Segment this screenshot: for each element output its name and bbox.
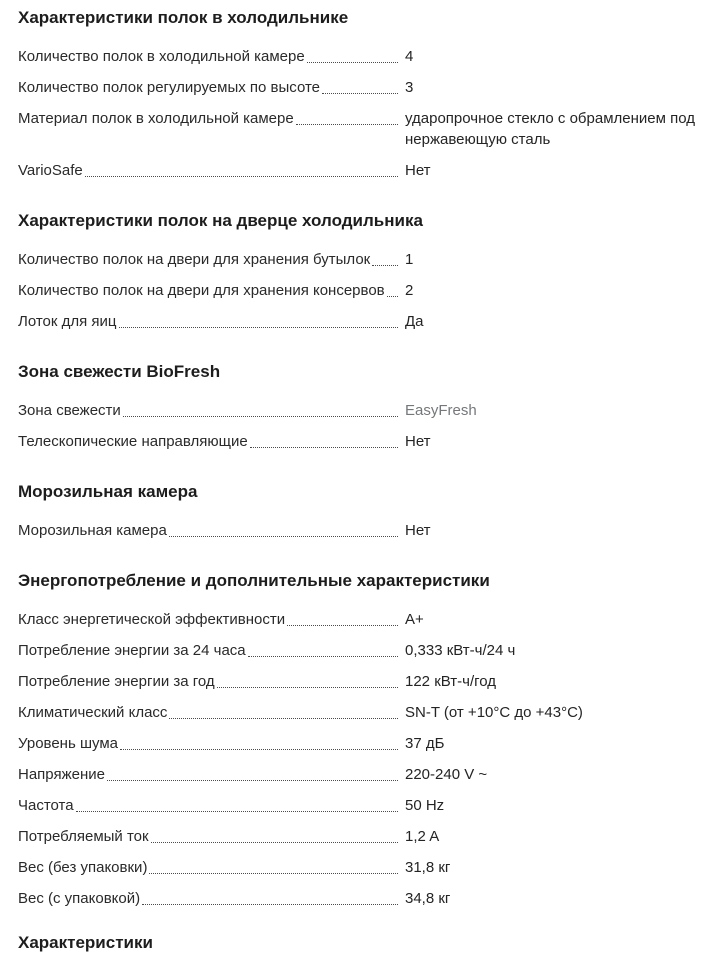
spec-row-left (18, 671, 405, 692)
dotted-leader (142, 904, 398, 905)
section-heading: Зона свежести BioFresh (18, 362, 221, 381)
spec-row-left (18, 431, 405, 452)
spec-row-left (18, 160, 405, 181)
spec-label: Количество полок в холодильной камере (18, 48, 305, 65)
spec-row (18, 520, 707, 541)
spec-row (18, 640, 707, 661)
dotted-leader (217, 687, 398, 688)
spec-value: Да (405, 313, 424, 330)
spec-label: Вес (с упаковкой) (18, 890, 141, 907)
spec-section (18, 209, 707, 332)
spec-row (18, 826, 707, 847)
spec-sections-container (18, 6, 707, 909)
spec-row (18, 857, 707, 878)
spec-row-left (18, 311, 405, 332)
section-heading: Морозильная камера (18, 482, 198, 501)
spec-row-left (18, 640, 405, 661)
spec-label: Потребляемый ток (18, 828, 149, 845)
spec-label: Материал полок в холодильной камере (18, 110, 294, 127)
spec-value: SN-T (от +10°C до +43°C) (405, 704, 583, 721)
spec-label: Класс энергетической эффективности (18, 611, 286, 628)
spec-label: Частота (18, 797, 74, 814)
spec-row (18, 160, 707, 181)
spec-label: Количество полок регулируемых по высоте (18, 79, 321, 96)
dotted-leader (120, 749, 398, 750)
spec-row (18, 609, 707, 630)
dotted-leader (76, 811, 398, 812)
spec-value: 4 (405, 48, 414, 65)
spec-row (18, 46, 707, 67)
spec-row-left (18, 764, 405, 785)
spec-label: Уровень шума (18, 735, 118, 752)
spec-value: 50 Hz (405, 797, 445, 814)
spec-row-left (18, 609, 405, 630)
dotted-leader (151, 842, 398, 843)
spec-label: Зона свежести (18, 402, 121, 419)
spec-value: 37 дБ (405, 735, 445, 752)
dotted-leader (107, 780, 398, 781)
spec-row (18, 888, 707, 909)
spec-value: Нет (405, 522, 431, 539)
spec-section (18, 569, 707, 909)
dotted-leader (372, 265, 398, 266)
spec-value: Нет (405, 162, 431, 179)
spec-label: VarioSafe (18, 162, 83, 179)
spec-label: Количество полок на двери для хранения бутылок (18, 251, 371, 268)
spec-value: 1,2 A (405, 828, 440, 845)
spec-row (18, 764, 707, 785)
spec-value: 0,333 кВт-ч/24 ч (405, 642, 516, 659)
dotted-leader (287, 625, 398, 626)
spec-value: 122 кВт-ч/год (405, 673, 497, 690)
spec-value: 220-240 V ~ (405, 766, 488, 783)
spec-row (18, 108, 707, 150)
spec-value: ударопрочное стекло с обрамлением под нержавеющую сталь (405, 110, 695, 148)
section-heading: Энергопотребление и дополнительные характеристики (18, 571, 490, 590)
dotted-leader (387, 296, 398, 297)
spec-label: Телескопические направляющие (18, 433, 248, 450)
dotted-leader (307, 62, 398, 63)
spec-row-left (18, 795, 405, 816)
spec-label: Морозильная камера (18, 522, 167, 539)
spec-row (18, 431, 707, 452)
spec-value: A+ (405, 611, 424, 628)
spec-row-left (18, 733, 405, 754)
spec-row-left (18, 280, 405, 301)
spec-row (18, 733, 707, 754)
spec-row-left (18, 249, 405, 270)
spec-row (18, 702, 707, 723)
spec-value: EasyFresh (405, 402, 477, 419)
dotted-leader (169, 536, 398, 537)
dotted-leader (296, 124, 398, 125)
spec-row-left (18, 520, 405, 541)
spec-label: Количество полок на двери для хранения консервов (18, 282, 385, 299)
dotted-leader (322, 93, 398, 94)
dotted-leader (85, 176, 398, 177)
section-heading: Характеристики полок на дверце холодильника (18, 211, 423, 230)
dotted-leader (248, 656, 398, 657)
spec-row (18, 249, 707, 270)
spec-row-left (18, 888, 405, 909)
spec-label: Потребление энергии за 24 часа (18, 642, 246, 659)
spec-value: 31,8 кг (405, 859, 451, 876)
spec-row (18, 400, 707, 421)
spec-row-left (18, 46, 405, 67)
spec-label: Потребление энергии за год (18, 673, 215, 690)
spec-row-left (18, 857, 405, 878)
dotted-leader (123, 416, 398, 417)
spec-row (18, 671, 707, 692)
spec-row-left (18, 77, 405, 98)
dotted-leader (250, 447, 398, 448)
dotted-leader (119, 327, 398, 328)
spec-value: 34,8 кг (405, 890, 451, 907)
spec-value: 2 (405, 282, 414, 299)
spec-section (18, 6, 707, 181)
spec-row (18, 795, 707, 816)
spec-section (18, 480, 707, 541)
spec-row-left (18, 702, 405, 723)
next-section-heading-partial: Характеристики (18, 933, 153, 952)
spec-label: Вес (без упаковки) (18, 859, 148, 876)
spec-section (18, 360, 707, 452)
spec-row-left (18, 108, 405, 129)
section-heading: Характеристики полок в холодильнике (18, 8, 349, 27)
spec-value: Нет (405, 433, 431, 450)
spec-label: Лоток для яиц (18, 313, 117, 330)
spec-row-left (18, 826, 405, 847)
spec-row-left (18, 400, 405, 421)
spec-row (18, 311, 707, 332)
dotted-leader (169, 718, 398, 719)
spec-value: 3 (405, 79, 414, 96)
spec-label: Напряжение (18, 766, 105, 783)
spec-row (18, 77, 707, 98)
dotted-leader (149, 873, 398, 874)
spec-label: Климатический класс (18, 704, 168, 721)
spec-value: 1 (405, 251, 414, 268)
spec-row (18, 280, 707, 301)
